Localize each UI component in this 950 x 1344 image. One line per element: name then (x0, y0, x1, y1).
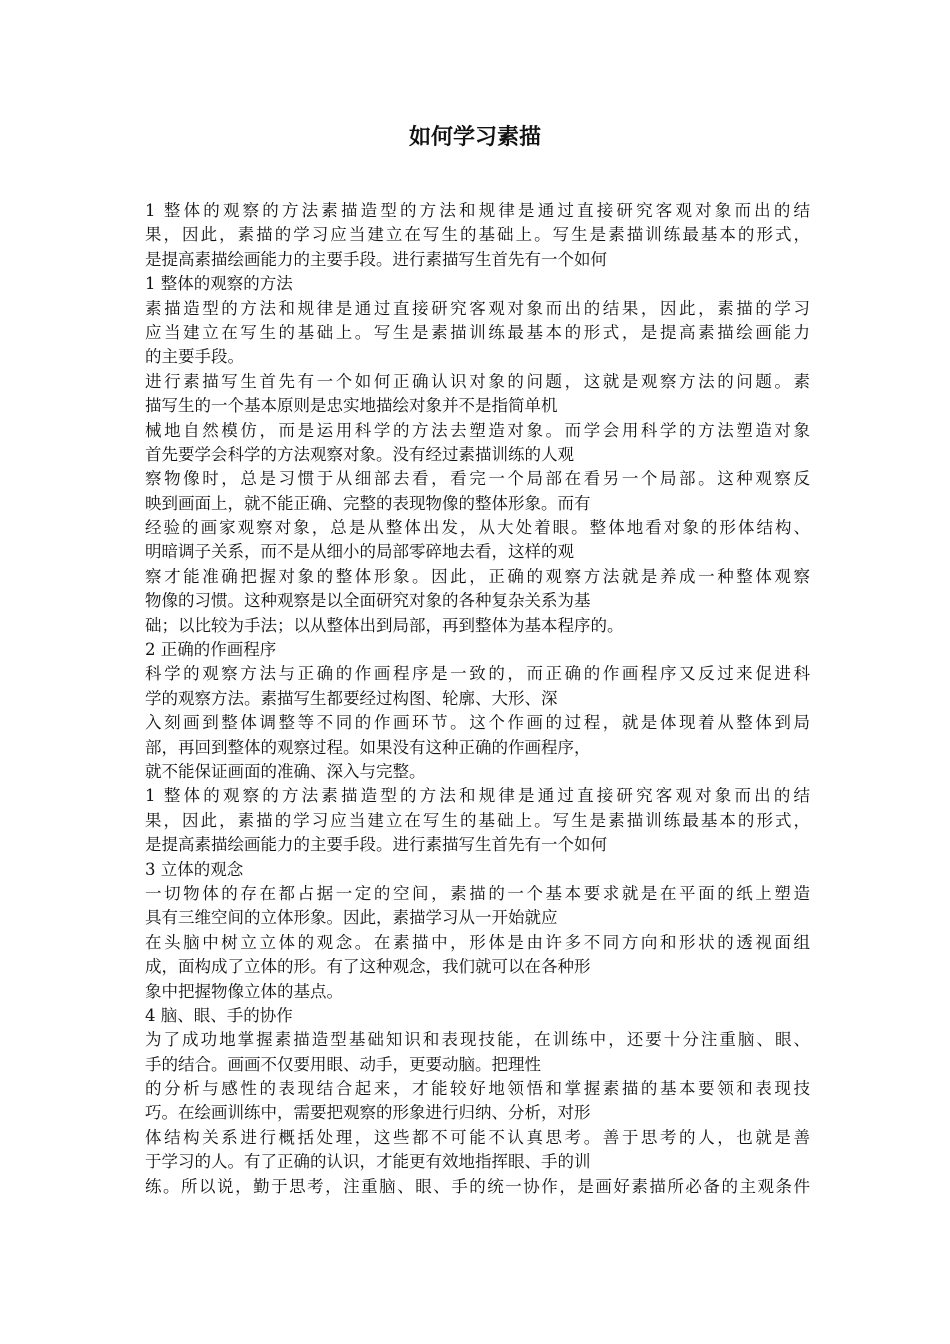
body-text-line: 首先要学会科学的方法观察对象。没有经过素描训练的人观 (145, 444, 574, 464)
body-text-line: 明暗调子关系，而不是从细小的局部零碎地去看，这样的观 (145, 542, 574, 562)
body-text-line: 学的观察方法。素描写生都要经过构图、轮廓、大形、深 (145, 688, 558, 708)
body-text-line: 成，面构成了立体的形。有了这种观念，我们就可以在各种形 (145, 957, 591, 977)
body-text-line: 是提高素描绘画能力的主要手段。进行素描写生首先有一个如何 (145, 835, 607, 855)
document-body (145, 199, 810, 1199)
body-text-line: 具有三维空间的立体形象。因此，素描学习从一开始就应 (145, 908, 558, 928)
body-text-line: 3 立体的观念 (145, 859, 244, 879)
body-text-line: 进行素描写生首先有一个如何正确认识对象的问题，这就是观察方法的问题。素 (145, 371, 810, 391)
body-text-line: 素描造型的方法和规律是通过直接研究客观对象而出的结果，因此，素描的学习 (145, 298, 810, 318)
body-text-line: 果，因此，素描的学习应当建立在写生的基础上。写生是素描训练最基本的形式， (145, 810, 810, 830)
body-text-line: 是提高素描绘画能力的主要手段。进行素描写生首先有一个如何 (145, 249, 607, 269)
body-text-line: 物像的习惯。这种观察是以全面研究对象的各种复杂关系为基 (145, 591, 591, 611)
body-text-line: 部，再回到整体的观察过程。如果没有这种正确的作画程序， (145, 737, 591, 757)
body-text-line: 经验的画家观察对象，总是从整体出发，从大处着眼。整体地看对象的形体结构、 (145, 518, 810, 538)
body-text-line: 1 整体的观察的方法素描造型的方法和规律是通过直接研究客观对象而出的结 (145, 201, 810, 220)
document-title: 如何学习素描 (408, 125, 541, 150)
body-text-line: 巧。在绘画训练中，需要把观察的形象进行归纳、分析，对形 (145, 1103, 591, 1123)
body-text-line: 果，因此，素描的学习应当建立在写生的基础上。写生是素描训练最基本的形式， (145, 225, 810, 245)
body-text-line: 练。所以说，勤于思考，注重脑、眼、手的统一协作，是画好素描所必备的主观条件 (145, 1176, 810, 1196)
body-text-line: 映到画面上，就不能正确、完整的表现物像的整体形象。而有 (145, 493, 591, 513)
body-text-line: 为了成功地掌握素描造型基础知识和表现技能，在训练中，还要十分注重脑、眼、 (145, 1030, 810, 1050)
body-text-line: 入刻画到整体调整等不同的作画环节。这个作画的过程，就是体现着从整体到局 (145, 713, 810, 733)
body-text-line: 科学的观察方法与正确的作画程序是一致的，而正确的作画程序又反过来促进科 (145, 664, 810, 684)
body-text-line: 4 脑、眼、手的协作 (145, 1005, 293, 1025)
body-text-line: 就不能保证画面的准确、深入与完整。 (145, 761, 426, 781)
body-text-line: 于学习的人。有了正确的认识，才能更有效地指挥眼、手的训 (145, 1152, 591, 1172)
body-text-line: 应当建立在写生的基础上。写生是素描训练最基本的形式，是提高素描绘画能力 (145, 322, 810, 342)
body-text-line: 手的结合。画画不仅要用眼、动手，更要动脑。把理性 (145, 1054, 541, 1074)
body-text-line: 象中把握物像立体的基点。 (145, 981, 343, 1001)
body-text-line: 察才能准确把握对象的整体形象。因此，正确的观察方法就是养成一种整体观察 (145, 566, 810, 586)
body-text-line: 的主要手段。 (145, 347, 244, 367)
body-text-line: 一切物体的存在都占据一定的空间，素描的一个基本要求就是在平面的纸上塑造 (145, 883, 810, 903)
body-text-line: 在头脑中树立立体的观念。在素描中，形体是由许多不同方向和形状的透视面组 (145, 932, 810, 952)
body-text-line: 1 整体的观察的方法 (145, 274, 293, 294)
body-text-line: 描写生的一个基本原则是忠实地描绘对象并不是指简单机 (145, 396, 558, 416)
body-text-line: 察物像时，总是习惯于从细部去看，看完一个局部在看另一个局部。这种观察反 (145, 469, 810, 489)
body-text-line: 械地自然模仿，而是运用科学的方法去塑造对象。而学会用科学的方法塑造对象 (145, 420, 810, 440)
body-text-line: 2 正确的作画程序 (145, 640, 277, 660)
body-text-line: 体结构关系进行概括处理，这些都不可能不认真思考。善于思考的人，也就是善 (145, 1127, 810, 1147)
body-text-line: 1 整体的观察的方法素描造型的方法和规律是通过直接研究客观对象而出的结 (145, 786, 810, 806)
body-text-line: 的分析与感性的表现结合起来，才能较好地领悟和掌握素描的基本要领和表现技 (145, 1079, 810, 1099)
body-text-line: 础；以比较为手法；以从整体出到局部，再到整体为基本程序的。 (145, 615, 624, 635)
